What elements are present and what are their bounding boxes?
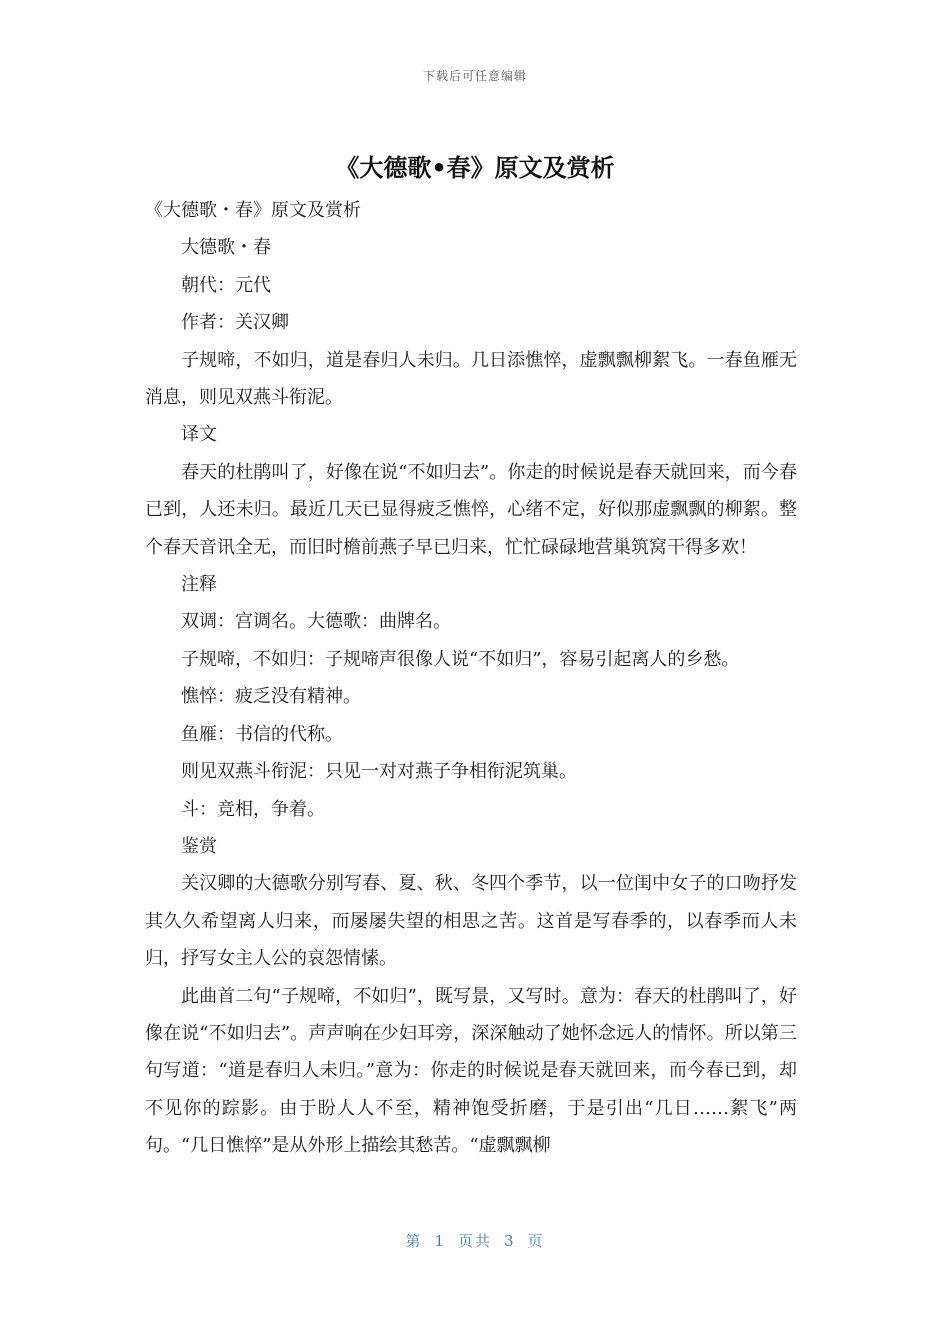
paragraph-author: 作者：关汉卿 [181,312,289,334]
document-body [145,192,797,1165]
paragraph-appreciation: 此曲首二句“子规啼，不如归”，既写景，又写时。意为：春天的杜鹃叫了，好像在说“不如归去”。声声响在少妇耳旁，深深触动了她怀念远人的情怀。所以第三句写道：“道是春归人未归。”意为：你走的时候说是春天就回来，而今春已到，却不见你的踪影。由于盼人人不至，精神饱受折磨，于是引出“几日……絮飞”两句。“几日憔悴”是从外形上描绘其愁苦。“虚飘飘柳 [145,985,797,1157]
note-item: 鱼雁：书信的代称。 [181,723,343,745]
footer-prefix: 第 [405,1232,423,1250]
note-item: 斗：竞相，争着。 [181,798,325,820]
footer-total-pages: 3 [504,1232,516,1250]
page-footer [0,1230,950,1251]
note-item: 憔悴：疲乏没有精神。 [181,686,361,708]
paragraph-translation: 春天的杜鹃叫了，好像在说“不如归去”。你走的时候说是春天就回来，而今春已到，人还未归。最近几天已显得疲乏憔悴，心绪不定，好似那虚飘飘的柳絮。整个春天音讯全无，而旧时檐前燕子早已归来，忙忙碌碌地营巢筑窝干得多欢！ [145,461,797,558]
section-heading-appreciation: 鉴赏 [181,835,217,857]
document-title: 《大德歌•春》原文及赏析 [335,154,615,182]
footer-suffix: 页 [527,1232,545,1250]
paragraph-dynasty: 朝代：元代 [181,274,271,296]
section-heading-translation: 译文 [181,424,217,446]
note-item: 则见双燕斗衔泥：只见一对对燕子争相衔泥筑巢。 [181,761,577,783]
page-header-note: 下载后可任意编辑 [422,69,527,83]
paragraph-subtitle: 《大德歌・春》原文及赏析 [145,200,361,221]
footer-current-page: 1 [434,1232,446,1250]
section-heading-notes: 注释 [181,574,217,596]
note-item: 子规啼，不如归：子规啼声很像人说“不如归”，容易引起离人的乡愁。 [181,648,740,670]
paragraph-poem-title: 大德歌・春 [181,237,271,259]
paragraph-poem-text: 子规啼，不如归，道是春归人未归。几日添憔悴，虚飘飘柳絮飞。一春鱼雁无消息，则见双燕斗衔泥。 [145,349,797,409]
note-item: 双调：宫调名。大德歌：曲牌名。 [181,611,451,633]
footer-mid: 页共 [457,1232,492,1250]
paragraph-appreciation: 关汉卿的大德歌分别写春、夏、秋、冬四个季节，以一位闺中女子的口吻抒发其久久希望离人归来，而屡屡失望的相思之苦。这首是写春季的，以春季而人未归，抒写女主人公的哀怨情愫。 [145,873,797,970]
